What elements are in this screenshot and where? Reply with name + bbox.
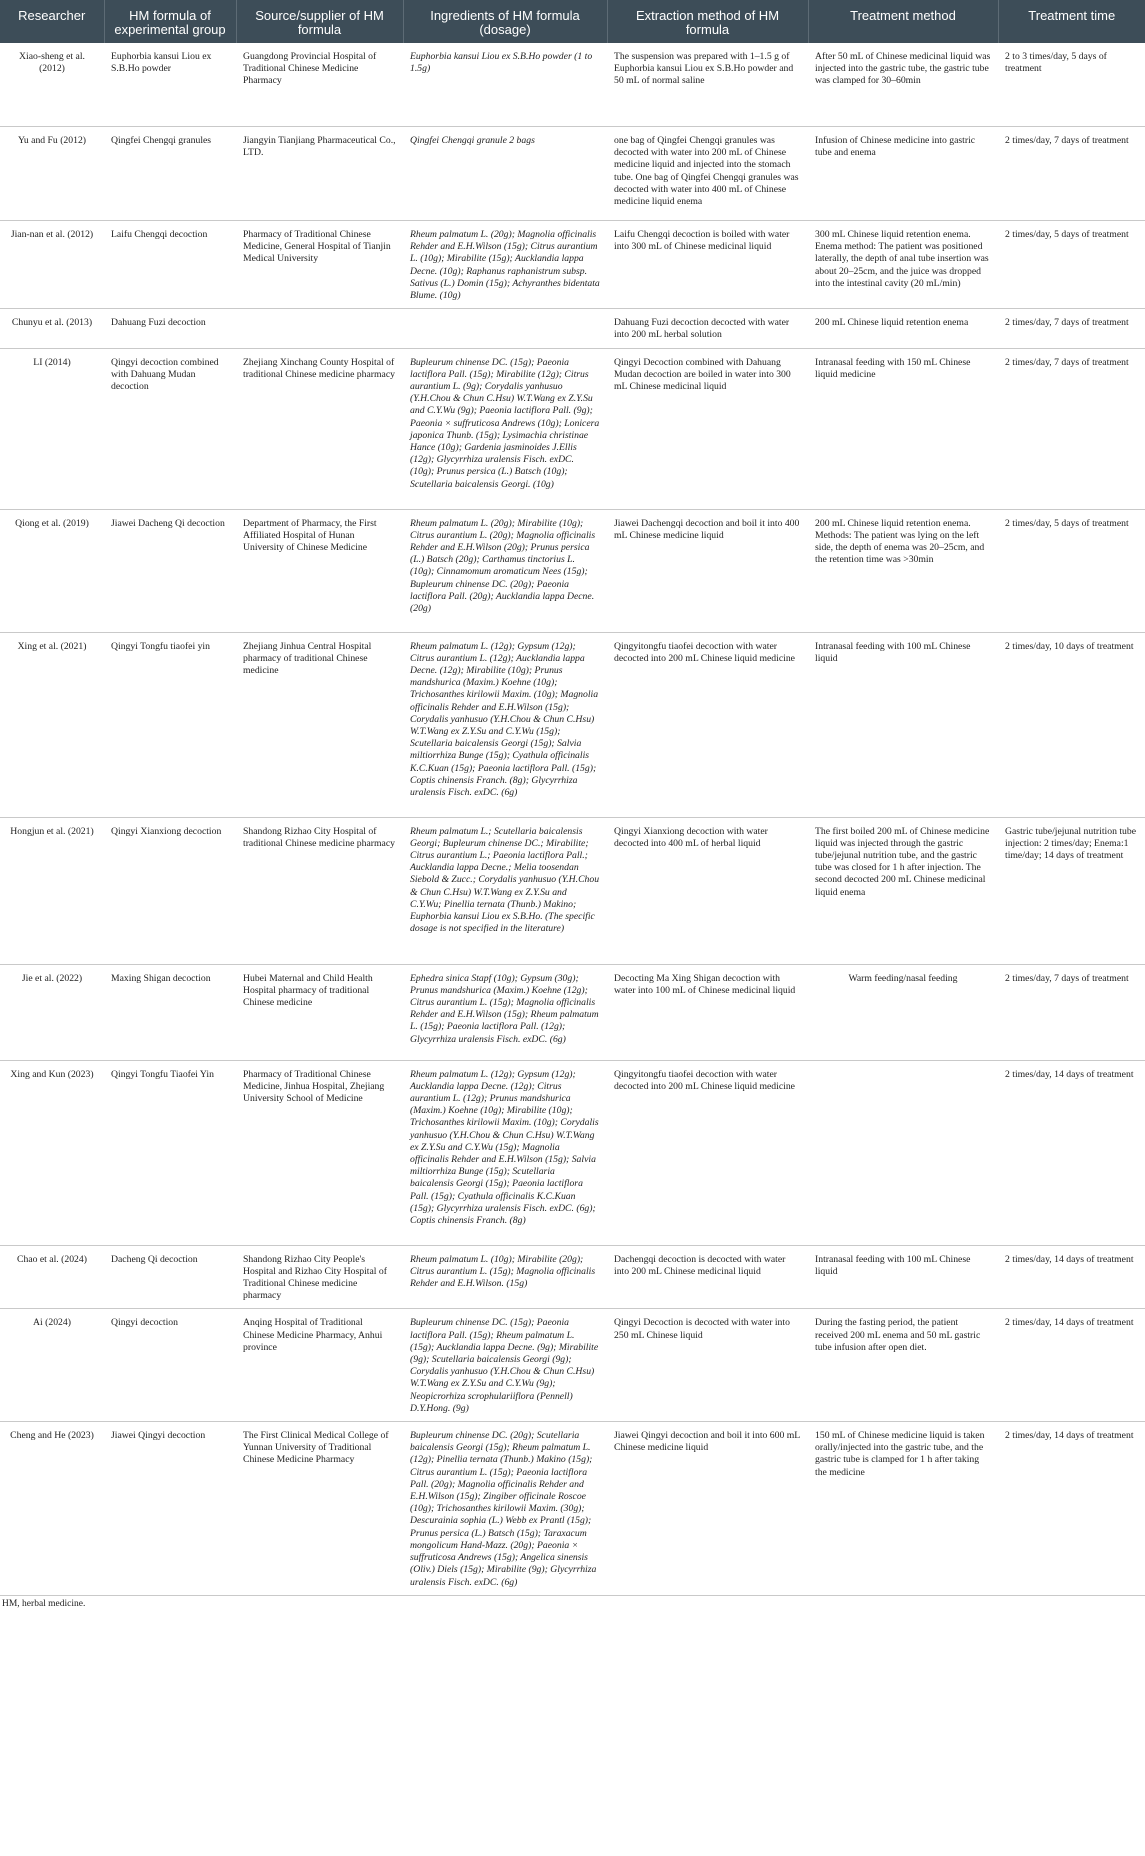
cell-treatment: Warm feeding/nasal feeding: [808, 964, 998, 1060]
cell-formula: Qingyi Tongfu tiaofei yin: [104, 632, 236, 817]
cell-source: Guangdong Provincial Hospital of Traditional Chinese Medicine Pharmacy: [236, 43, 403, 127]
cell-time: 2 times/day, 14 days of treatment: [998, 1309, 1145, 1422]
table-row: [0, 221, 1145, 309]
header-row: [0, 0, 1145, 43]
cell-researcher: LI (2014): [0, 348, 104, 509]
header-ingredients: Ingredients of HM formula (dosage): [403, 0, 607, 43]
table-row: [0, 309, 1145, 348]
cell-extraction: Qingyitongfu tiaofei decoction with water decocted into 200 mL Chinese liquid medicine: [607, 632, 808, 817]
cell-source: The First Clinical Medical College of Yunnan University of Traditional Chinese Medicine Pharmacy: [236, 1422, 403, 1596]
cell-formula: Laifu Chengqi decoction: [104, 221, 236, 309]
header-extraction: Extraction method of HM formula: [607, 0, 808, 43]
cell-time: 2 times/day, 7 days of treatment: [998, 964, 1145, 1060]
cell-researcher: Jian-nan et al. (2012): [0, 221, 104, 309]
header-researcher: Researcher: [0, 0, 104, 43]
cell-extraction: one bag of Qingfei Chengqi granules was decocted with water into 200 mL of Chinese medicine liquid and injected into the stomach tube. One bag of Qingfei Chengqi granules was decocted with water into 400 mL of Chinese medicine liquid enema: [607, 127, 808, 221]
cell-extraction: Dahuang Fuzi decoction decocted with water into 200 mL herbal solution: [607, 309, 808, 348]
cell-formula: Maxing Shigan decoction: [104, 964, 236, 1060]
cell-ingredients: Rheum palmatum L. (20g); Magnolia officinalis Rehder and E.H.Wilson (15g); Citrus aurantium L. (10g); Mirabilite (15g); Aucklandia lappa Decne. (10g); Raphanus raphanistrum subsp. Sativus (L.) Domin (15g); Achyranthes bidentata Blume. (10g): [403, 221, 607, 309]
cell-time: 2 times/day, 14 days of treatment: [998, 1245, 1145, 1309]
cell-source: Pharmacy of Traditional Chinese Medicine, General Hospital of Tianjin Medical University: [236, 221, 403, 309]
cell-time: 2 times/day, 10 days of treatment: [998, 632, 1145, 817]
cell-researcher: Xiao-sheng et al. (2012): [0, 43, 104, 127]
cell-formula: Qingyi decoction combined with Dahuang Mudan decoction: [104, 348, 236, 509]
cell-source: Department of Pharmacy, the First Affiliated Hospital of Hunan University of Chinese Medicine: [236, 509, 403, 632]
cell-ingredients: Qingfei Chengqi granule 2 bags: [403, 127, 607, 221]
cell-extraction: Qingyi Xianxiong decoction with water decocted into 400 mL of herbal liquid: [607, 817, 808, 964]
cell-researcher: Xing and Kun (2023): [0, 1060, 104, 1245]
cell-time: 2 times/day, 5 days of treatment: [998, 221, 1145, 309]
cell-researcher: Chao et al. (2024): [0, 1245, 104, 1309]
header-treatment-method: Treatment method: [808, 0, 998, 43]
cell-treatment: During the fasting period, the patient received 200 mL enema and 50 mL gastric tube infusion after open diet.: [808, 1309, 998, 1422]
cell-source: Hubei Maternal and Child Health Hospital pharmacy of traditional Chinese medicine: [236, 964, 403, 1060]
cell-time: 2 times/day, 14 days of treatment: [998, 1060, 1145, 1245]
cell-ingredients: Bupleurum chinense DC. (15g); Paeonia lactiflora Pall. (15g); Mirabilite (12g); Citrus aurantium L. (9g); Corydalis yanhusuo (Y.H.Chou & Chun C.Hsu) W.T.Wang ex Z.Y.Su and C.Y.Wu (9g); Paeonia lactiflora Pall. (9g); Paeonia × suffruticosa Andrews (10g); Lonicera japonica Thunb. (15g); Lysimachia christinae Hance (10g); Gardenia jasminoides J.Ellis (12g); Glycyrrhiza uralensis Fisch. exDC. (10g); Prunus persica (L.) Batsch (10g); Scutellaria baicalensis Georgi. (10g): [403, 348, 607, 509]
cell-source: Pharmacy of Traditional Chinese Medicine, Jinhua Hospital, Zhejiang University School of Medicine: [236, 1060, 403, 1245]
cell-extraction: Qingyitongfu tiaofei decoction with water decocted into 200 mL Chinese liquid medicine: [607, 1060, 808, 1245]
cell-treatment: Intranasal feeding with 100 mL Chinese liquid: [808, 1245, 998, 1309]
cell-ingredients: Euphorbia kansui Liou ex S.B.Ho powder (1 to 1.5g): [403, 43, 607, 127]
cell-formula: Jiawei Dacheng Qi decoction: [104, 509, 236, 632]
table-row: [0, 348, 1145, 509]
cell-ingredients: Rheum palmatum L. (10g); Mirabilite (20g); Citrus aurantium L. (15g); Magnolia officinalis Rehder and E.H.Wilson. (15g): [403, 1245, 607, 1309]
cell-extraction: Qingyi Decoction combined with Dahuang Mudan decoction are boiled in water into 300 mL Chinese medicinal liquid: [607, 348, 808, 509]
cell-time: 2 times/day, 5 days of treatment: [998, 509, 1145, 632]
header-treatment-time: Treatment time: [998, 0, 1145, 43]
cell-ingredients: Rheum palmatum L. (20g); Mirabilite (10g); Citrus aurantium L. (20g); Magnolia officinalis Rehder and E.H.Wilson (20g); Prunus persica (L.) Batsch (20g); Carthamus tinctorius L. (10g); Cinnamomum aromaticum Nees (15g); Bupleurum chinense DC. (20g); Paeonia lactiflora Pall. (20g); Aucklandia lappa Decne. (20g): [403, 509, 607, 632]
cell-formula: Qingfei Chengqi granules: [104, 127, 236, 221]
cell-source: Zhejiang Jinhua Central Hospital pharmacy of traditional Chinese medicine: [236, 632, 403, 817]
cell-ingredients: Bupleurum chinense DC. (20g); Scutellaria baicalensis Georgi (15g); Rheum palmatum L. (12g); Pinellia ternata (Thunb.) Makino (15g); Citrus aurantium L. (15g); Paeonia lactiflora Pall. (20g); Magnolia officinalis Rehder and E.H.Wilson (15g); Zingiber officinale Roscoe (10g); Trichosanthes kirilowii Maxim. (30g); Descurainia sophia (L.) Webb ex Prantl (15g); Prunus persica (L.) Batsch (15g); Taraxacum mongolicum Hand-Mazz. (20g); Paeonia × suffruticosa Andrews (15g); Angelica sinensis (Oliv.) Diels (15g); Mirabilite (9g); Glycyrrhiza uralensis Fisch. exDC. (6g): [403, 1422, 607, 1596]
table-row: [0, 632, 1145, 817]
cell-researcher: Jie et al. (2022): [0, 964, 104, 1060]
cell-researcher: Cheng and He (2023): [0, 1422, 104, 1596]
cell-formula: Qingyi Tongfu Tiaofei Yin: [104, 1060, 236, 1245]
cell-researcher: Qiong et al. (2019): [0, 509, 104, 632]
cell-formula: Qingyi decoction: [104, 1309, 236, 1422]
cell-extraction: Jiawei Dachengqi decoction and boil it into 400 mL Chinese medicine liquid: [607, 509, 808, 632]
table-row: [0, 1060, 1145, 1245]
cell-formula: Dacheng Qi decoction: [104, 1245, 236, 1309]
cell-time: 2 times/day, 14 days of treatment: [998, 1422, 1145, 1596]
cell-treatment: 300 mL Chinese liquid retention enema. Enema method: The patient was positioned laterally, the depth of anal tube insertion was about 20–25cm, and the juice was dropped into the intestinal cavity (20 mL/min): [808, 221, 998, 309]
cell-researcher: Hongjun et al. (2021): [0, 817, 104, 964]
cell-time: Gastric tube/jejunal nutrition tube injection: 2 times/day; Enema:1 time/day; 14 days of treatment: [998, 817, 1145, 964]
cell-source: Zhejiang Xinchang County Hospital of traditional Chinese medicine pharmacy: [236, 348, 403, 509]
cell-source: Anqing Hospital of Traditional Chinese Medicine Pharmacy, Anhui province: [236, 1309, 403, 1422]
cell-treatment: 150 mL of Chinese medicine liquid is taken orally/injected into the gastric tube, and the gastric tube is clamped for 1 h after taking the medicine: [808, 1422, 998, 1596]
cell-treatment: Infusion of Chinese medicine into gastric tube and enema: [808, 127, 998, 221]
header-source: Source/supplier of HM formula: [236, 0, 403, 43]
cell-treatment: 200 mL Chinese liquid retention enema. Methods: The patient was lying on the left side, the depth of enema was 20–25cm, and the retention time was >30min: [808, 509, 998, 632]
cell-researcher: Yu and Fu (2012): [0, 127, 104, 221]
cell-source: Shandong Rizhao City Hospital of traditional Chinese medicine pharmacy: [236, 817, 403, 964]
cell-source: Shandong Rizhao City People's Hospital and Rizhao City Hospital of Traditional Chinese medicine pharmacy: [236, 1245, 403, 1309]
cell-extraction: Dachengqi decoction is decocted with water into 200 mL Chinese medicinal liquid: [607, 1245, 808, 1309]
cell-researcher: Ai (2024): [0, 1309, 104, 1422]
table-row: [0, 964, 1145, 1060]
table-row: [0, 1309, 1145, 1422]
cell-treatment: Intranasal feeding with 100 mL Chinese liquid: [808, 632, 998, 817]
cell-source: Jiangyin Tianjiang Pharmaceutical Co., LTD.: [236, 127, 403, 221]
cell-formula: Dahuang Fuzi decoction: [104, 309, 236, 348]
table-row: [0, 127, 1145, 221]
cell-time: 2 times/day, 7 days of treatment: [998, 348, 1145, 509]
cell-treatment: [808, 1060, 998, 1245]
cell-extraction: The suspension was prepared with 1–1.5 g of Euphorbia kansui Liou ex S.B.Ho powder and 50 mL of normal saline: [607, 43, 808, 127]
table-row: [0, 43, 1145, 127]
table-footnote: HM, herbal medicine.: [2, 1598, 86, 1609]
cell-ingredients: Rheum palmatum L. (12g); Gypsum (12g); Aucklandia lappa Decne. (12g); Citrus aurantium L. (12g); Prunus mandshurica (Maxim.) Koehne (10g); Mirabilite (10g); Trichosanthes kirilowii Maxim. (10g); Corydalis yanhusuo (Y.H.Chou & Chun C.Hsu) W.T.Wang ex Z.Y.Su and C.Y.Wu (15g); Magnolia officinalis Rehder and E.H.Wilson (15g); Salvia miltiorrhiza Bunge (15g); Scutellaria baicalensis Georgi (15g); Paeonia lactiflora Pall. (15g); Cyathula officinalis K.C.Kuan (15g); Glycyrrhiza uralensis Fisch. exDC. (6g); Coptis chinensis Franch. (8g): [403, 1060, 607, 1245]
cell-extraction: Jiawei Qingyi decoction and boil it into 600 mL Chinese medicine liquid: [607, 1422, 808, 1596]
cell-treatment: The first boiled 200 mL of Chinese medicine liquid was injected through the gastric tube/jejunal nutrition tube, and the gastric tube was closed for 1 h after injection. The second decocted 200 mL Chinese medicinal liquid enema: [808, 817, 998, 964]
cell-formula: Jiawei Qingyi decoction: [104, 1422, 236, 1596]
header-formula: HM formula of experimental group: [104, 0, 236, 43]
cell-formula: Qingyi Xianxiong decoction: [104, 817, 236, 964]
cell-ingredients: Bupleurum chinense DC. (15g); Paeonia lactiflora Pall. (15g); Rheum palmatum L. (15g); Aucklandia lappa Decne. (9g); Mirabilite (9g); Scutellaria baicalensis Georgi (9g); Corydalis yanhusuo (Y.H.Chou & Chun C.Hsu) W.T.Wang ex Z.Y.Su and C.Y.Wu (9g); Neopicrorhiza scrophulariiflora (Pennell) D.Y.Hong. (9g): [403, 1309, 607, 1422]
cell-time: 2 times/day, 7 days of treatment: [998, 309, 1145, 348]
table-row: [0, 1245, 1145, 1309]
table-row: [0, 1422, 1145, 1596]
cell-treatment: 200 mL Chinese liquid retention enema: [808, 309, 998, 348]
table-row: [0, 817, 1145, 964]
cell-ingredients: Rheum palmatum L.; Scutellaria baicalensis Georgi; Bupleurum chinense DC.; Mirabilite; Citrus aurantium L.; Paeonia lactiflora Pall.; Aucklandia lappa Decne.; Melia toosendan Siebold & Zucc.; Corydalis yanhusuo (Y.H.Chou & Chun C.Hsu) W.T.Wang ex Z.Y.Su and C.Y.Wu; Pinellia ternata (Thunb.) Makino; Euphorbia kansui Liou ex S.B.Ho. (The specific dosage is not specified in the literature): [403, 817, 607, 964]
cell-ingredients: Ephedra sinica Stapf (10g); Gypsum (30g); Prunus mandshurica (Maxim.) Koehne (12g); Citrus aurantium L. (15g); Magnolia officinalis Rehder and E.H.Wilson (15g); Rheum palmatum L. (15g); Paeonia lactiflora Pall. (12g); Glycyrrhiza uralensis Fisch. exDC. (6g): [403, 964, 607, 1060]
cell-ingredients: Rheum palmatum L. (12g); Gypsum (12g); Citrus aurantium L. (12g); Aucklandia lappa Decne. (12g); Mirabilite (10g); Prunus mandshurica (Maxim.) Koehne (10g); Trichosanthes kirilowii Maxim. (10g); Magnolia officinalis Rehder and E.H.Wilson (15g); Corydalis yanhusuo (Y.H.Chou & Chun C.Hsu) W.T.Wang ex Z.Y.Su and C.Y.Wu (15g); Scutellaria baicalensis Georgi (15g); Salvia miltiorrhiza Bunge (15g); Cyathula officinalis K.C.Kuan (15g); Paeonia lactiflora Pall. (15g); Coptis chinensis Franch. (8g); Glycyrrhiza uralensis Fisch. exDC. (6g): [403, 632, 607, 817]
cell-researcher: Xing et al. (2021): [0, 632, 104, 817]
cell-time: 2 times/day, 7 days of treatment: [998, 127, 1145, 221]
cell-researcher: Chunyu et al. (2013): [0, 309, 104, 348]
cell-extraction: Decocting Ma Xing Shigan decoction with water into 100 mL of Chinese medicinal liquid: [607, 964, 808, 1060]
cell-time: 2 to 3 times/day, 5 days of treatment: [998, 43, 1145, 127]
cell-ingredients: [403, 309, 607, 348]
cell-treatment: After 50 mL of Chinese medicinal liquid was injected into the gastric tube, the gastric tube was clamped for 30–60min: [808, 43, 998, 127]
cell-treatment: Intranasal feeding with 150 mL Chinese liquid medicine: [808, 348, 998, 509]
cell-extraction: Qingyi Decoction is decocted with water into 250 mL Chinese liquid: [607, 1309, 808, 1422]
cell-formula: Euphorbia kansui Liou ex S.B.Ho powder: [104, 43, 236, 127]
table-row: [0, 509, 1145, 632]
cell-extraction: Laifu Chengqi decoction is boiled with water into 300 mL of Chinese medicinal liquid: [607, 221, 808, 309]
cell-source: [236, 309, 403, 348]
